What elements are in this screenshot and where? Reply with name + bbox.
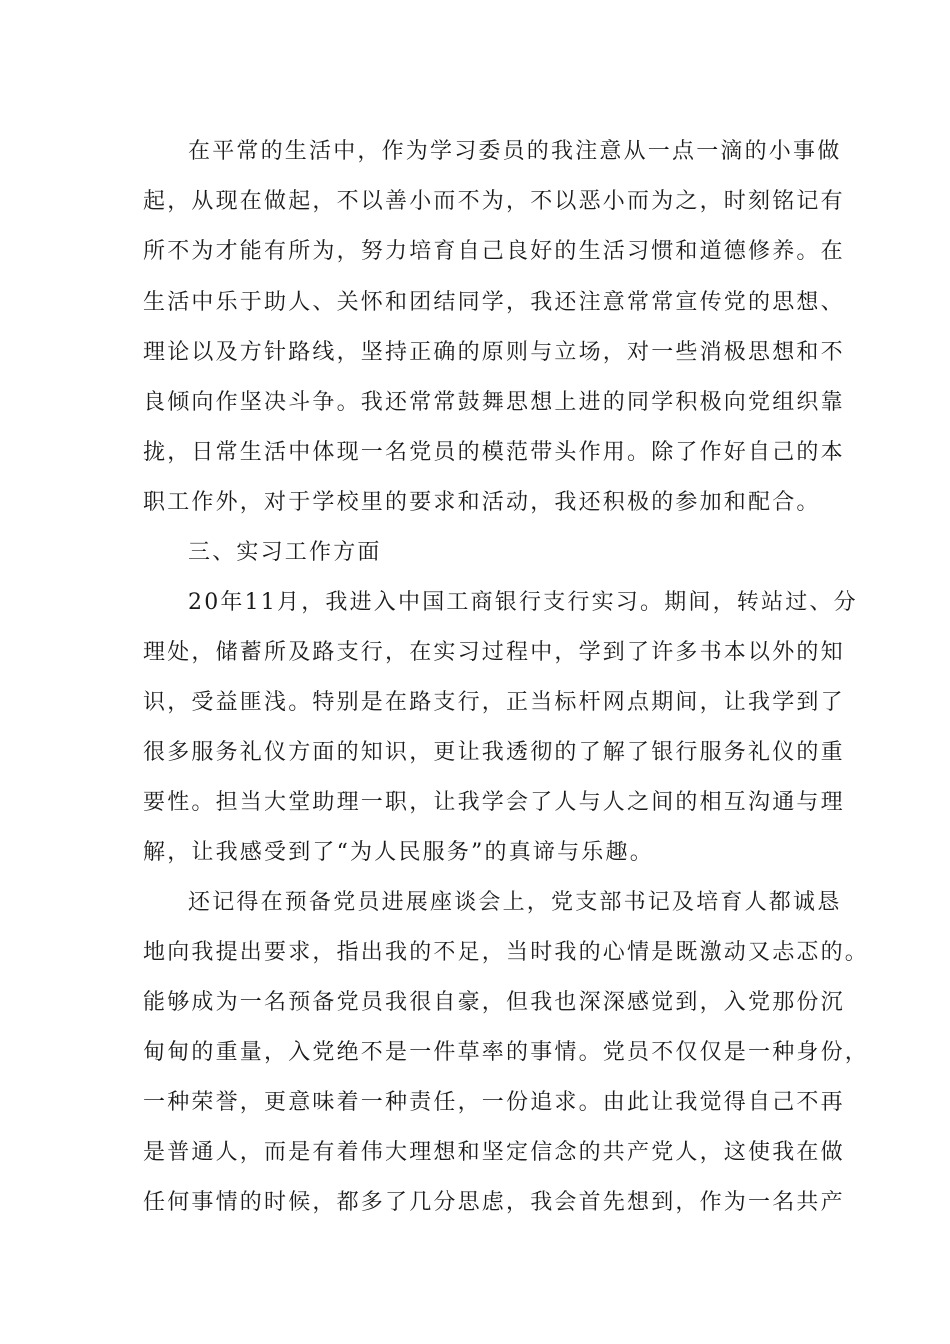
paragraph-line: 生活中乐于助人、关怀和团结同学，我还注意常常宣传党的思想、: [143, 290, 845, 315]
paragraph-line: 起，从现在做起，不以善小而不为，不以恶小而为之，时刻铭记有: [143, 189, 845, 214]
paragraph-line: 要性。担当大堂助理一职，让我学会了人与人之间的相互沟通与理: [143, 790, 845, 815]
paragraph-line: 职工作外，对于学校里的要求和活动，我还积极的参加和配合。: [143, 490, 821, 515]
paragraph-line: 理处，储蓄所及路支行，在实习过程中，学到了许多书本以外的知: [143, 640, 845, 665]
paragraph-line: 很多服务礼仪方面的知识，更让我透彻的了解了银行服务礼仪的重: [143, 740, 845, 765]
paragraph-line: 解，让我感受到了“为人民服务”的真谛与乐趣。: [143, 840, 654, 865]
paragraph-line: 地向我提出要求，指出我的不足，当时我的心情是既激动又忐忑的。: [143, 940, 870, 965]
paragraph-line: 理论以及方针路线，坚持正确的原则与立场，对一些消极思想和不: [143, 340, 845, 365]
paragraph-line: 一种荣誉，更意味着一种责任，一份追求。由此让我觉得自己不再: [143, 1090, 845, 1115]
paragraph-line: 识，受益匪浅。特别是在路支行，正当标杆网点期间，让我学到了: [143, 690, 845, 715]
paragraph-line: 20年11月，我进入中国工商银行支行实习。期间，转站过、分: [188, 590, 858, 615]
paragraph-line: 任何事情的时候，都多了几分思虑，我会首先想到，作为一名共产: [143, 1190, 845, 1215]
paragraph-line: 所不为才能有所为，努力培育自己良好的生活习惯和道德修养。在: [143, 239, 845, 264]
paragraph-line: 拢，日常生活中体现一名党员的模范带头作用。除了作好自己的本: [143, 440, 845, 465]
paragraph-line: 能够成为一名预备党员我很自豪，但我也深深感觉到，入党那份沉: [143, 990, 845, 1015]
section-heading: 三、实习工作方面: [188, 540, 382, 565]
paragraph-line: 在平常的生活中，作为学习委员的我注意从一点一滴的小事做: [188, 139, 842, 164]
paragraph-line: 良倾向作坚决斗争。我还常常鼓舞思想上进的同学积极向党组织靠: [143, 390, 845, 415]
paragraph-line: 还记得在预备党员进展座谈会上，党支部书记及培育人都诚恳: [188, 890, 842, 915]
paragraph-line: 是普通人，而是有着伟大理想和坚定信念的共产党人，这使我在做: [143, 1140, 845, 1165]
paragraph-line: 甸甸的重量，入党绝不是一件草率的事情。党员不仅仅是一种身份，: [143, 1040, 870, 1065]
